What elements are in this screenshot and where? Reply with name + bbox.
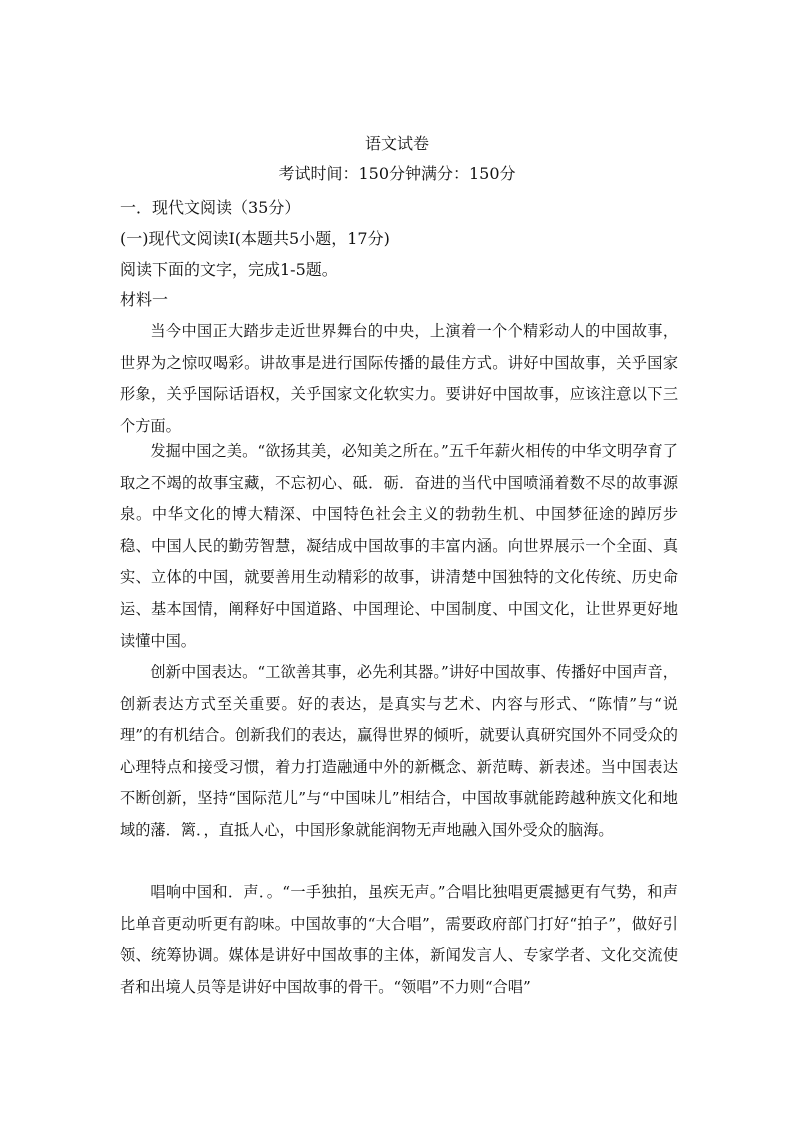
paragraph-2: 发掘中国之美。“欲扬其美，必知美之所在。”五千年薪火相传的中华文明孕育了取之不竭的故事宝藏，不忘初心、砥．砺．奋进的当代中国喷涌着数不尽的故事源泉。中华文化的博大精深、中国特色社会主义的勃勃生机、中国梦征途的踔厉步稳、中国人民的勤劳智慧，凝结成中国故事的丰富内涵。向世界展示一个全面、真实、立体的中国，就要善用生动精彩的故事，讲清楚中国独特的文化传统、历史命运、基本国情，阐释好中国道路、中国理论、中国制度、中国文化，让世界更好地读懂中国。 [120, 442, 678, 650]
exam-subtitle: 考试时间：150分钟满分：150分 [278, 164, 516, 183]
reading-instruction: 阅读下面的文字，完成1-5题。 [120, 260, 338, 279]
paragraph-1: 当今中国正大踏步走近世界舞台的中央，上演着一个个精彩动人的中国故事，世界为之惊叹喝彩。讲故事是进行国际传播的最佳方式。讲好中国故事，关乎国家形象，关乎国际话语权，关乎国家文化软实力。要讲好中国故事，应该注意以下三个方面。 [120, 322, 678, 435]
material-label: 材料一 [120, 290, 169, 309]
paragraph-3: 创新中国表达。“工欲善其事，必先利其器。”讲好中国故事、传播好中国声音，创新表达方式至关重要。好的表达，是真实与艺术、内容与形式、“陈情”与“说理”的有机结合。创新我们的表达，赢得世界的倾听，就要认真研究国外不同受众的心理特点和接受习惯，着力打造融通中外的新概念、新范畴、新表述。当中国表达不断创新，坚持“国际范儿”与“中国味儿”相结合，中国故事就能跨越种族文化和地域的藩．篱．，直抵人心，中国形象就能润物无声地融入国外受众的脑海。 [120, 663, 678, 839]
paragraph-4: 唱响中国和．声．。“一手独拍，虽疾无声。”合唱比独唱更震撼更有气势，和声比单音更动听更有韵味。中国故事的“大合唱”，需要政府部门打好“拍子”，做好引领、统筹协调。媒体是讲好中国故事的主体，新闻发言人、专家学者、文化交流使者和出境人员等是讲好中国故事的骨干。“领唱”不力则“合唱” [120, 883, 678, 996]
subsection-heading: (一)现代文阅读Ⅰ(本题共5小题，17分) [120, 229, 390, 248]
exam-title: 语文试卷 [364, 134, 429, 153]
part1-heading: 一．现代文阅读（35分） [120, 198, 301, 217]
